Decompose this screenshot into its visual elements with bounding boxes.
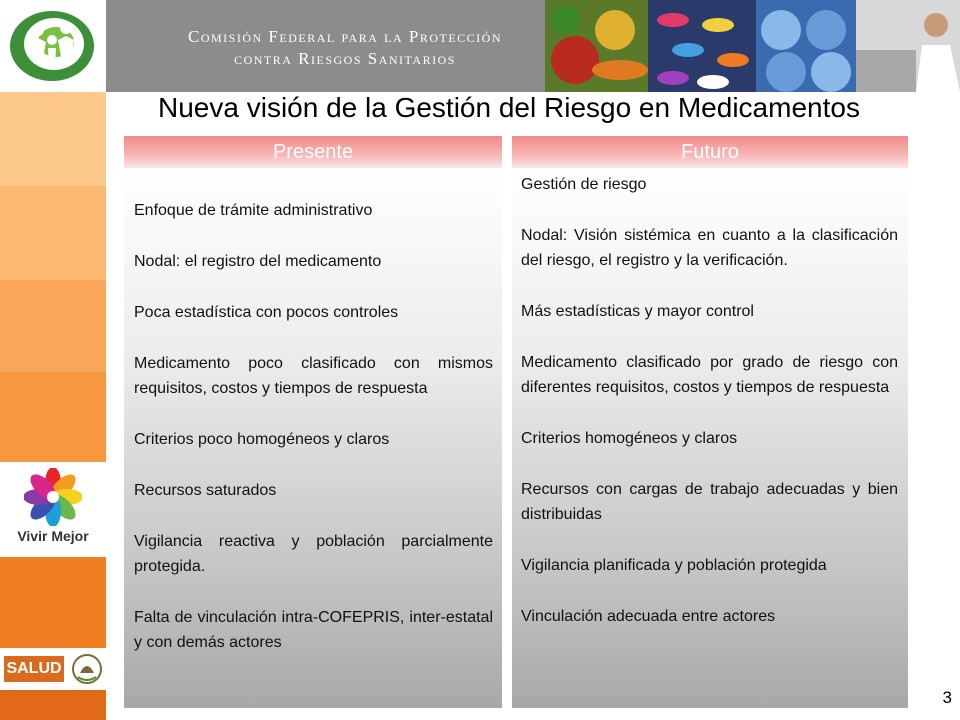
slide-title: Nueva visión de la Gestión del Riesgo en Medicamentos — [158, 92, 860, 123]
present-item: Enfoque de trámite administrativo — [134, 202, 373, 219]
header-photos — [545, 0, 960, 92]
organization-name — [155, 26, 535, 70]
present-item: Vigilancia reactiva y población parcialmente protegida. — [134, 533, 493, 575]
strip-band — [0, 186, 106, 280]
salud-label: SALUD — [4, 656, 64, 682]
present-item: Falta de vinculación intra-COFEPRIS, inter-estatal y con demás actores — [134, 609, 493, 651]
mexico-seal-icon — [72, 653, 102, 685]
future-item: Nodal: Visión sistémica en cuanto a la clasificación del riesgo, el registro y la verificación. — [521, 227, 898, 269]
future-item: Recursos con cargas de trabajo adecuadas y bien distribuidas — [521, 481, 898, 523]
future-column-header: Futuro — [512, 136, 908, 168]
future-item: Gestión de riesgo — [521, 176, 647, 193]
vivir-mejor-text: Vivir Mejor — [17, 528, 89, 544]
future-item: Medicamento clasificado por grado de riesgo con diferentes requisitos, costos y tiempos de respuesta — [521, 354, 898, 396]
future-item: Criterios homogéneos y claros — [521, 430, 738, 447]
flower-icon — [24, 468, 82, 526]
family-logo-icon — [8, 8, 96, 84]
strip-band — [0, 280, 106, 372]
strip-band — [0, 372, 106, 464]
strip-band — [0, 557, 106, 649]
future-list — [521, 172, 898, 655]
header-banner — [0, 0, 960, 92]
water-bottles-photo — [756, 0, 856, 92]
page-number: 3 — [942, 688, 952, 707]
left-color-strip — [0, 92, 106, 720]
present-item: Recursos saturados — [134, 482, 277, 499]
laboratory-photo — [856, 0, 960, 92]
pills-photo — [648, 0, 756, 92]
future-panel — [512, 172, 908, 708]
future-item: Vinculación adecuada entre actores — [521, 608, 776, 625]
future-item: Más estadísticas y mayor control — [521, 303, 754, 320]
present-panel — [124, 172, 502, 708]
present-list — [134, 198, 493, 681]
present-item: Nodal: el registro del medicamento — [134, 253, 382, 270]
present-item: Medicamento poco clasificado con mismos requisitos, costos y tiempos de respuesta — [134, 355, 493, 397]
org-line-2: contra Riesgos Sanitarios — [234, 49, 456, 68]
present-item: Criterios poco homogéneos y claros — [134, 431, 390, 448]
cofepris-logo — [0, 0, 106, 92]
present-column-header: Presente — [124, 136, 502, 168]
strip-band — [0, 92, 106, 186]
present-item: Poca estadística con pocos controles — [134, 304, 399, 321]
org-line-1: Comisión Federal para la Protección — [188, 27, 502, 46]
vegetables-photo — [545, 0, 648, 92]
future-item: Vigilancia planificada y población protegida — [521, 557, 827, 574]
salud-logo — [0, 648, 106, 690]
vivir-mejor-logo — [0, 462, 106, 557]
